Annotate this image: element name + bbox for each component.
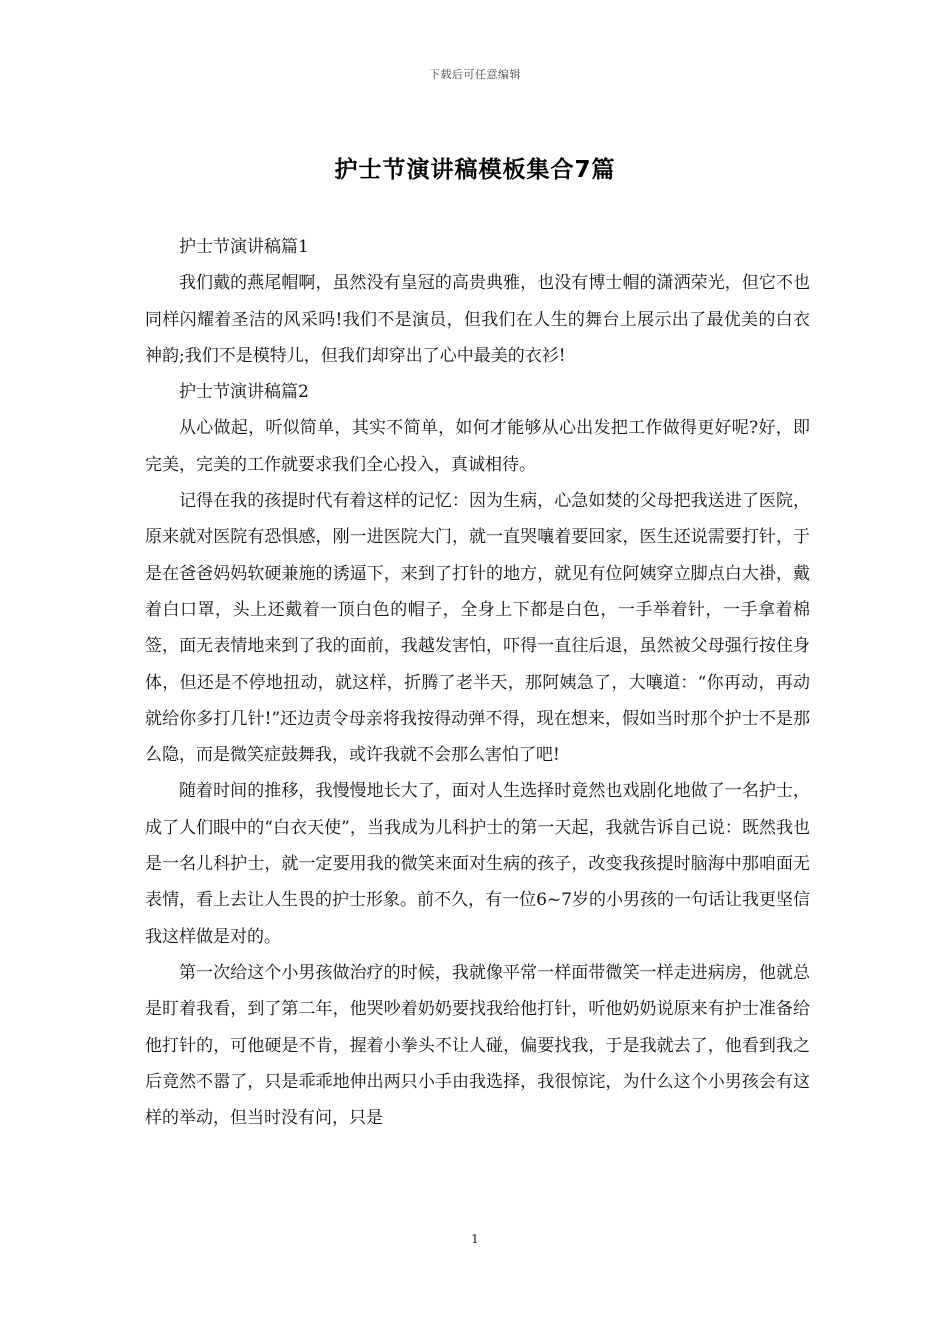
- document-body: [145, 229, 810, 1136]
- document-title: 护士节演讲稿模板集合7篇: [334, 157, 616, 183]
- page-number: 1: [471, 1232, 479, 1246]
- section-heading-2: 护士节演讲稿篇2: [179, 382, 309, 403]
- paragraph: 我们戴的燕尾帽啊，虽然没有皇冠的高贵典雅，也没有博士帽的潇洒荣光，但它不也同样闪耀着圣洁的风采吗!我们不是演员，但我们在人生的舞台上展示出了最优美的白衣神韵;我们不是模特儿，但我们却穿出了心中最美的衣衫!: [145, 273, 810, 366]
- section-heading-1: 护士节演讲稿篇1: [179, 237, 309, 257]
- paragraph: 第一次给这个小男孩做治疗的时候，我就像平常一样面带微笑一样走进病房，他就总是盯着我看，到了第二年，他哭吵着奶奶要找我给他打针，听他奶奶说原来有护士准备给他打针的，可他硬是不肯，握着小拳头不让人碰，偏要找我，于是我就去了，他看到我之后竟然不嚣了，只是乖乖地伸出两只小手由我选择，我很惊诧，为什么这个小男孩会有这样的举动，但当时没有问，只是: [145, 962, 810, 1129]
- paragraph: 从心做起，听似简单，其实不简单，如何才能够从心出发把工作做得更好呢?好，即完美，完美的工作就要求我们全心投入，真诚相待。: [145, 418, 810, 475]
- paragraph: 记得在我的孩提时代有着这样的记忆：因为生病，心急如焚的父母把我送进了医院，原来就对医院有恐惧感，刚一进医院大门，就一直哭嚷着要回家，医生还说需要打针，于是在爸爸妈妈软硬兼施的诱逼下，来到了打针的地方，就见有位阿姨穿立脚点白大褂，戴着白口罩，头上还戴着一顶白色的帽子，全身上下都是白色，一手举着针，一手拿着棉签，面无表情地来到了我的面前，我越发害怕，吓得一直往后退，虽然被父母强行按住身体，但还是不停地扭动，就这样，折腾了老半天，那阿姨急了，大嚷道：“你再动，再动就给你多打几针!”还边责令母亲将我按得动弹不得，现在想来，假如当时那个护士不是那么隐，而是微笑症鼓舞我，或许我就不会那么害怕了吧!: [145, 491, 810, 766]
- paragraph: 随着时间的推移，我慢慢地长大了，面对人生选择时竟然也戏剧化地做了一名护士，成了人们眼中的“白衣天使”，当我成为儿科护士的第一天起，我就告诉自己说：既然我也是一名儿科护士，就一定要用我的微笑来面对生病的孩子，改变我孩提时脑海中那咱面无表情，看上去让人生畏的护士形象。前不久，有一位6~7岁的小男孩的一句话让我更坚信我这样做是对的。: [145, 781, 810, 947]
- page-header: 下载后可任意编辑: [429, 68, 521, 81]
